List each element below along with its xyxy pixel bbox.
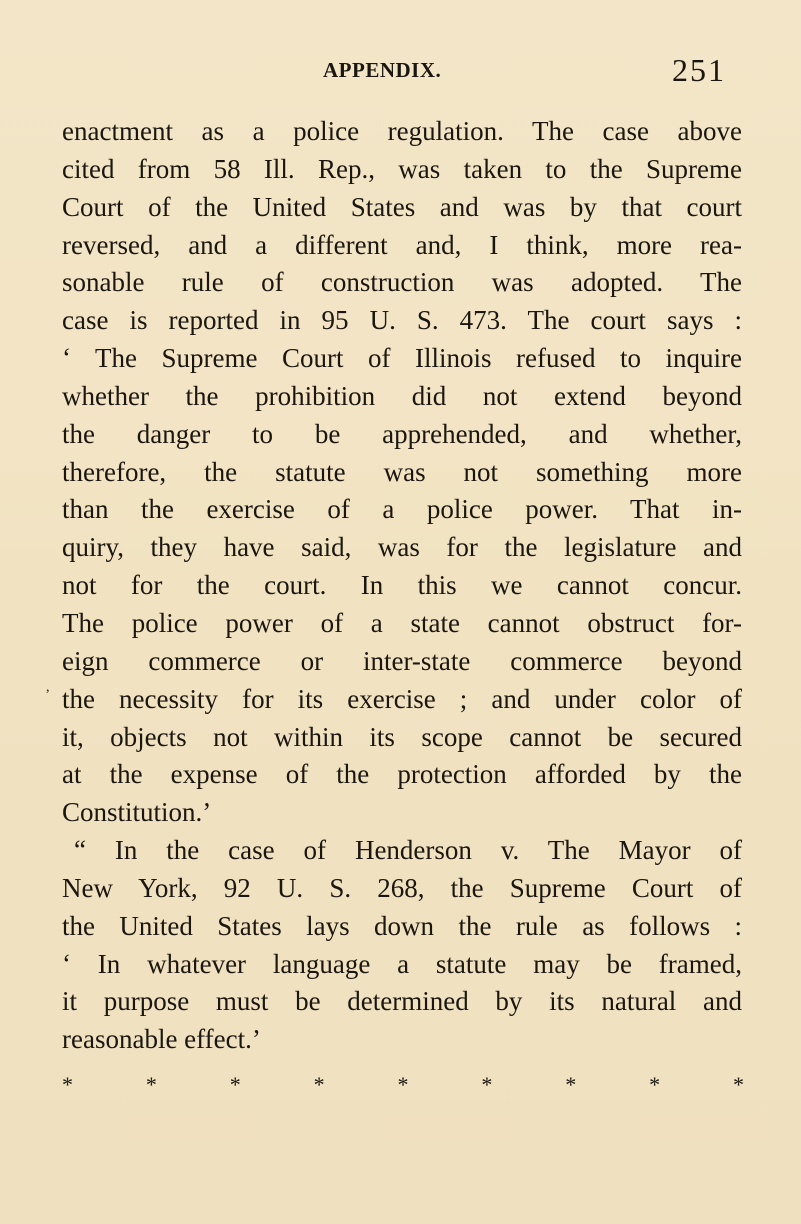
text-line: New York, 92 U. S. 268, the Supreme Court of	[62, 872, 742, 903]
body-text	[62, 113, 742, 1059]
text-line: case is reported in 95 U. S. 473. The court says :	[62, 305, 742, 336]
text-line: Court of the United States and was by that court	[62, 191, 742, 222]
asterisk: *	[313, 1072, 325, 1097]
text-line: “ In the case of Henderson v. The Mayor of	[74, 835, 742, 866]
text-line: ‘ In whatever language a statute may be framed,	[62, 948, 742, 979]
asterisk: *	[649, 1072, 661, 1097]
text-line: it, objects not within its scope cannot be secured	[62, 721, 742, 752]
text-line: at the expense of the protection afforded by the	[62, 759, 742, 790]
text-line: the United States lays down the rule as follows :	[62, 910, 742, 941]
text-line: Constitution.’	[62, 797, 212, 828]
text-line: it purpose must be determined by its natural and	[62, 986, 742, 1017]
asterisk: *	[229, 1072, 241, 1097]
asterisk: *	[397, 1072, 409, 1097]
text-line: sonable rule of construction was adopted. The	[62, 267, 742, 298]
text-line: reasonable effect.’	[62, 1024, 261, 1055]
asterisk: *	[565, 1072, 577, 1097]
asterisk: *	[62, 1072, 73, 1097]
running-title: APPENDIX.	[323, 58, 442, 82]
asterisk: *	[481, 1072, 493, 1097]
asterism-row	[62, 1072, 744, 1098]
stray-mark: ,	[46, 680, 50, 695]
text-line: cited from 58 Ill. Rep., was taken to the Supreme	[62, 153, 742, 184]
text-line: The police power of a state cannot obstruct for-	[62, 607, 742, 638]
asterisk: *	[145, 1072, 157, 1097]
text-line: quiry, they have said, was for the legislature and	[62, 532, 742, 563]
text-line: eign commerce or inter-state commerce beyond	[62, 645, 742, 676]
text-line: whether the prohibition did not extend beyond	[62, 380, 742, 411]
text-line: therefore, the statute was not something more	[62, 456, 742, 487]
text-line: enactment as a police regulation. The case above	[62, 116, 742, 146]
text-line: not for the court. In this we cannot concur.	[62, 570, 742, 601]
page-number: 251	[672, 52, 726, 88]
asterisk: *	[733, 1072, 744, 1097]
text-line: the danger to be apprehended, and whether,	[62, 418, 742, 449]
text-line: reversed, and a different and, I think, more rea-	[62, 229, 742, 260]
text-line: than the exercise of a police power. That in-	[62, 494, 742, 525]
text-line: the necessity for its exercise ; and under color of	[62, 683, 742, 714]
text-line: ‘ The Supreme Court of Illinois refused to inquire	[62, 343, 742, 374]
page-header	[0, 52, 801, 92]
